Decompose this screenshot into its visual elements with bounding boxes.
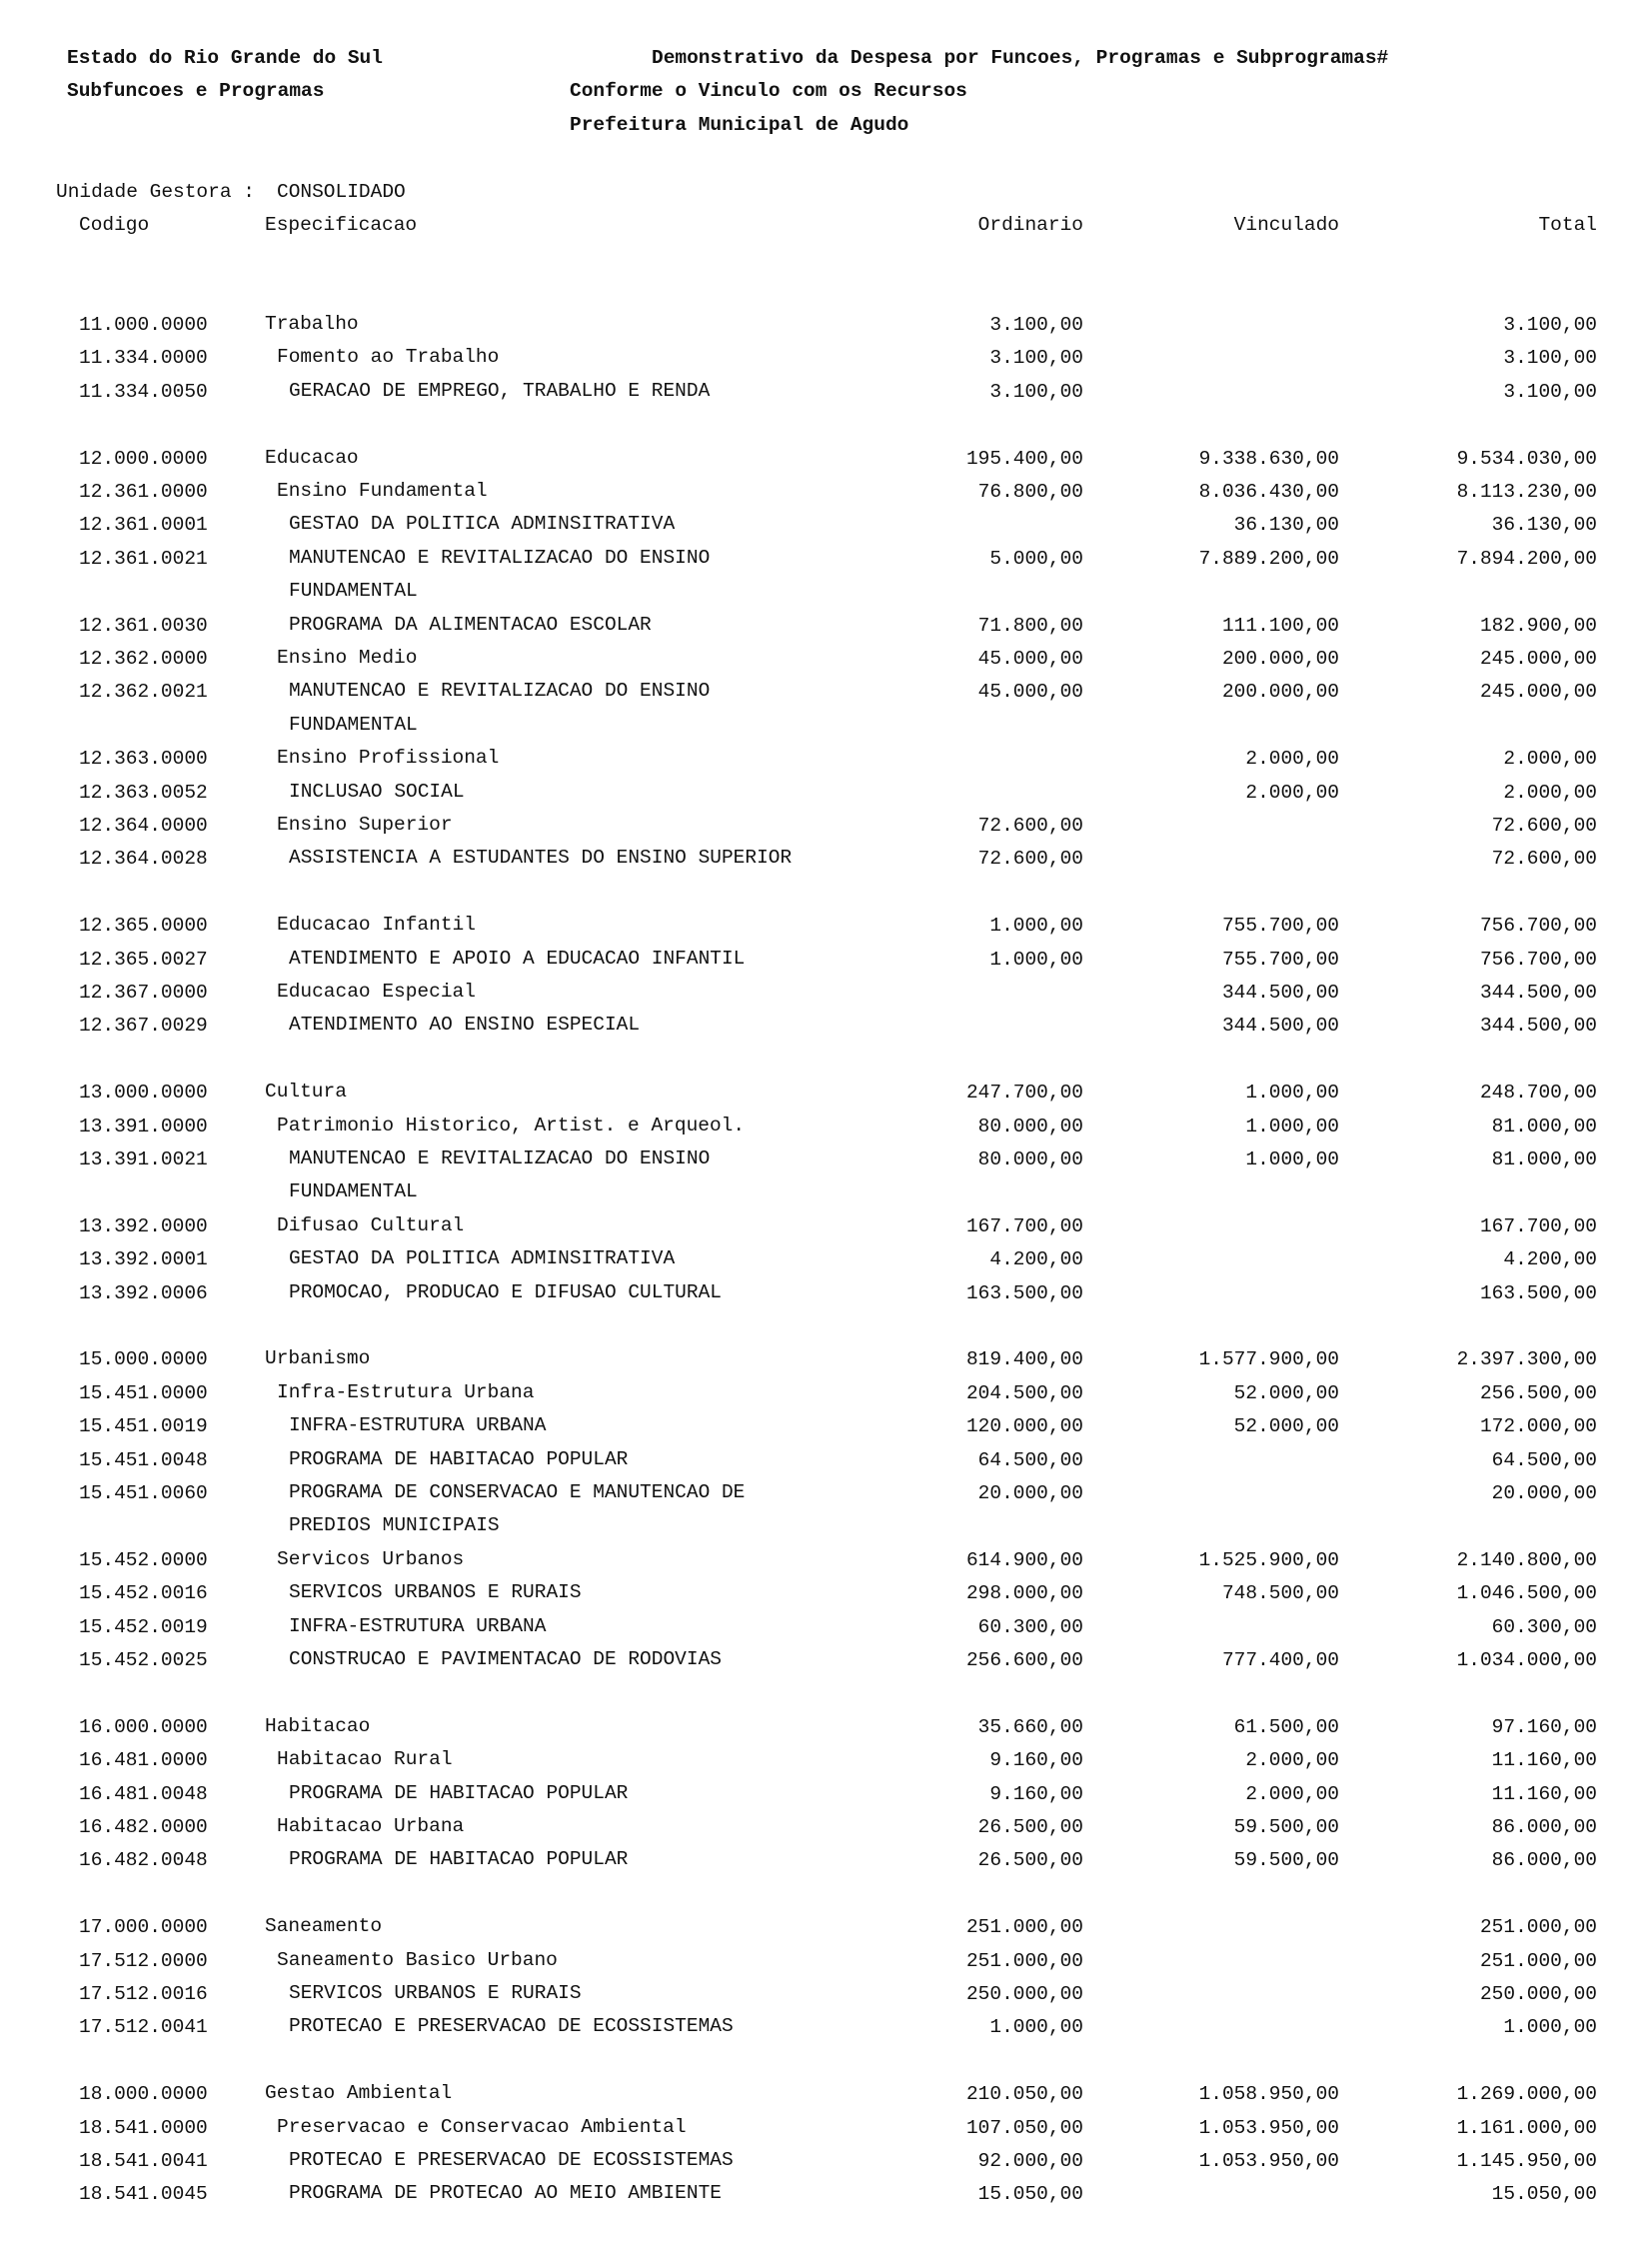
row-code: 12.361.0000 (79, 481, 208, 503)
table-row (0, 2182, 1652, 2215)
row-total: 344.500,00 (1479, 982, 1597, 1004)
row-description: Preservacao e Conservacao Ambiental (277, 2115, 687, 2138)
row-code: 12.364.0028 (79, 848, 208, 871)
row-description: Patrimonio Historico, Artist. e Arqueol. (277, 1114, 746, 1136)
row-ordinario: 71.800,00 (977, 614, 1083, 637)
row-vinculado: 52.000,00 (1233, 1381, 1339, 1404)
row-total: 3.100,00 (1503, 380, 1597, 403)
row-vinculado: 2.000,00 (1245, 1782, 1339, 1805)
row-vinculado: 8.036.430,00 (1198, 481, 1339, 503)
row-total: 2.000,00 (1503, 781, 1597, 804)
row-description: Difusao Cultural (277, 1213, 465, 1236)
row-description: INFRA-ESTRUTURA URBANA (289, 1614, 547, 1637)
table-row (0, 1949, 1652, 1982)
row-description: ATENDIMENTO E APOIO A EDUCACAO INFANTIL (289, 947, 746, 970)
row-ordinario: 251.000,00 (965, 1916, 1083, 1939)
row-code: 18.541.0000 (79, 2116, 208, 2139)
row-description: INFRA-ESTRUTURA URBANA (289, 1414, 547, 1437)
table-row (0, 781, 1652, 814)
row-total: 344.500,00 (1479, 1015, 1597, 1038)
row-vinculado: 52.000,00 (1233, 1415, 1339, 1438)
row-vinculado: 36.130,00 (1233, 514, 1339, 537)
table-row (0, 1915, 1652, 1948)
row-code: 15.000.0000 (79, 1348, 208, 1371)
row-vinculado: 2.000,00 (1245, 781, 1339, 804)
row-ordinario: 80.000,00 (977, 1115, 1083, 1137)
report-title: Demonstrativo da Despesa por Funcoes, Programas e Subprogramas# (652, 47, 1389, 69)
row-description: Infra-Estrutura Urbana (277, 1380, 535, 1403)
row-description: Fomento ao Trabalho (277, 346, 500, 369)
row-vinculado: 1.525.900,00 (1198, 1548, 1339, 1571)
row-description: PROGRAMA DE HABITACAO POPULAR (289, 1447, 629, 1470)
row-description: PROGRAMA DE CONSERVACAO E MANUTENCAO DE PREDIOS MUNICIPAIS (289, 1481, 746, 1537)
table-row (0, 1481, 1652, 1537)
row-code: 12.000.0000 (79, 447, 208, 470)
row-description: Ensino Superior (277, 814, 453, 836)
row-ordinario: 204.500,00 (965, 1381, 1083, 1404)
row-code: 18.541.0045 (79, 2183, 208, 2206)
row-ordinario: 45.000,00 (977, 648, 1083, 670)
table-row (0, 647, 1652, 680)
row-ordinario: 3.100,00 (989, 380, 1083, 403)
row-code: 12.361.0030 (79, 614, 208, 637)
row-total: 60.300,00 (1491, 1615, 1597, 1638)
row-vinculado: 755.700,00 (1221, 915, 1339, 938)
row-ordinario: 92.000,00 (977, 2150, 1083, 2172)
row-vinculado: 344.500,00 (1221, 982, 1339, 1004)
row-ordinario: 26.500,00 (977, 1816, 1083, 1838)
row-ordinario: 256.600,00 (965, 1649, 1083, 1671)
table-row (0, 1247, 1652, 1280)
row-ordinario: 1.000,00 (989, 915, 1083, 938)
row-ordinario: 210.050,00 (965, 2083, 1083, 2106)
row-code: 16.000.0000 (79, 1715, 208, 1738)
row-description: Gestao Ambiental (265, 2082, 453, 2105)
table-row (0, 1147, 1652, 1203)
row-description: GESTAO DA POLITICA ADMINSITRATIVA (289, 1247, 676, 1270)
row-vinculado: 7.889.200,00 (1198, 547, 1339, 570)
row-total: 72.600,00 (1491, 848, 1597, 871)
row-code: 12.364.0000 (79, 815, 208, 837)
row-description: PROGRAMA DE HABITACAO POPULAR (289, 1848, 629, 1871)
row-code: 12.361.0001 (79, 514, 208, 537)
row-description: CONSTRUCAO E PAVIMENTACAO DE RODOVIAS (289, 1648, 722, 1670)
row-description: PROTECAO E PRESERVACAO DE ECOSSISTEMAS (289, 2149, 734, 2171)
row-code: 12.365.0000 (79, 915, 208, 938)
row-vinculado: 777.400,00 (1221, 1649, 1339, 1671)
row-total: 72.600,00 (1491, 815, 1597, 837)
row-code: 12.363.0000 (79, 748, 208, 771)
row-code: 12.365.0027 (79, 948, 208, 971)
table-row (0, 1448, 1652, 1481)
table-row (0, 1615, 1652, 1648)
row-code: 18.541.0041 (79, 2150, 208, 2172)
row-description: GERACAO DE EMPREGO, TRABALHO E RENDA (289, 379, 711, 402)
unit-value: CONSOLIDADO (277, 181, 406, 203)
table-row (0, 1815, 1652, 1848)
row-code: 15.451.0019 (79, 1415, 208, 1438)
row-total: 7.894.200,00 (1456, 547, 1597, 570)
row-description: MANUTENCAO E REVITALIZACAO DO ENSINO FUNDAMENTAL (289, 546, 711, 603)
row-description: Cultura (265, 1081, 347, 1104)
row-ordinario: 80.000,00 (977, 1148, 1083, 1170)
row-description: PROTECAO E PRESERVACAO DE ECOSSISTEMAS (289, 2015, 734, 2038)
row-description: Habitacao Rural (277, 1748, 453, 1771)
row-ordinario: 4.200,00 (989, 1248, 1083, 1271)
row-code: 16.482.0000 (79, 1816, 208, 1838)
row-total: 2.397.300,00 (1456, 1348, 1597, 1371)
row-description: PROGRAMA DA ALIMENTACAO ESCOLAR (289, 613, 652, 636)
row-total: 1.000,00 (1503, 2016, 1597, 2039)
row-total: 2.140.800,00 (1456, 1548, 1597, 1571)
row-total: 36.130,00 (1491, 514, 1597, 537)
column-header-code: Codigo (79, 214, 150, 236)
row-vinculado: 61.500,00 (1233, 1715, 1339, 1738)
table-row (0, 1748, 1652, 1781)
row-total: 3.100,00 (1503, 347, 1597, 370)
table-row (0, 1848, 1652, 1881)
table-row (0, 614, 1652, 647)
row-total: 15.050,00 (1491, 2183, 1597, 2206)
row-total: 167.700,00 (1479, 1214, 1597, 1237)
table-row (0, 546, 1652, 603)
row-description: Saneamento (265, 1915, 383, 1938)
row-description: Educacao Infantil (277, 914, 476, 937)
row-description: SERVICOS URBANOS E RURAIS (289, 1982, 582, 2004)
row-description: Saneamento Basico Urbano (277, 1948, 558, 1971)
row-code: 12.363.0052 (79, 781, 208, 804)
report-title-line3: Prefeitura Municipal de Agudo (570, 114, 909, 136)
row-ordinario: 72.600,00 (977, 848, 1083, 871)
row-total: 245.000,00 (1479, 648, 1597, 670)
row-total: 172.000,00 (1479, 1415, 1597, 1438)
row-description: Ensino Fundamental (277, 480, 488, 502)
row-code: 15.452.0019 (79, 1615, 208, 1638)
row-code: 16.482.0048 (79, 1849, 208, 1872)
row-vinculado: 1.000,00 (1245, 1115, 1339, 1137)
table-row (0, 2149, 1652, 2182)
state-name: Estado do Rio Grande do Sul (67, 47, 383, 69)
row-total: 251.000,00 (1479, 1916, 1597, 1939)
row-code: 15.452.0000 (79, 1548, 208, 1571)
table-row (0, 1715, 1652, 1748)
row-total: 20.000,00 (1491, 1482, 1597, 1504)
table-row (0, 1014, 1652, 1047)
table-row (0, 1381, 1652, 1414)
row-description: Habitacao Urbana (277, 1815, 465, 1837)
row-total: 248.700,00 (1479, 1082, 1597, 1105)
row-total: 182.900,00 (1479, 614, 1597, 637)
row-total: 756.700,00 (1479, 915, 1597, 938)
row-code: 13.392.0006 (79, 1281, 208, 1304)
row-description: Ensino Medio (277, 647, 418, 669)
row-ordinario: 250.000,00 (965, 1983, 1083, 2005)
table-row (0, 948, 1652, 981)
table-row (0, 2116, 1652, 2149)
row-total: 86.000,00 (1491, 1816, 1597, 1838)
row-code: 15.452.0025 (79, 1649, 208, 1671)
row-description: INCLUSAO SOCIAL (289, 780, 465, 803)
row-ordinario: 614.900,00 (965, 1548, 1083, 1571)
row-total: 11.160,00 (1491, 1749, 1597, 1772)
table-row (0, 1548, 1652, 1581)
row-description: PROGRAMA DE PROTECAO AO MEIO AMBIENTE (289, 2182, 722, 2205)
row-ordinario: 60.300,00 (977, 1615, 1083, 1638)
table-row (0, 1281, 1652, 1314)
row-ordinario: 26.500,00 (977, 1849, 1083, 1872)
row-code: 15.451.0048 (79, 1448, 208, 1471)
table-row (0, 1581, 1652, 1614)
report-title-line2: Conforme o Vinculo com os Recursos (570, 80, 967, 102)
table-row (0, 981, 1652, 1014)
row-vinculado: 755.700,00 (1221, 948, 1339, 971)
row-ordinario: 3.100,00 (989, 347, 1083, 370)
row-total: 250.000,00 (1479, 1983, 1597, 2005)
row-vinculado: 1.000,00 (1245, 1148, 1339, 1170)
row-ordinario: 251.000,00 (965, 1949, 1083, 1972)
table-row (0, 2082, 1652, 2115)
row-code: 17.512.0016 (79, 1983, 208, 2005)
column-header-ordinario: Ordinario (977, 214, 1083, 236)
row-description: Urbanismo (265, 1347, 371, 1370)
row-code: 12.367.0029 (79, 1015, 208, 1038)
row-total: 245.000,00 (1479, 681, 1597, 704)
row-total: 256.500,00 (1479, 1381, 1597, 1404)
row-ordinario: 195.400,00 (965, 447, 1083, 470)
row-ordinario: 1.000,00 (989, 948, 1083, 971)
row-total: 9.534.030,00 (1456, 447, 1597, 470)
table-row (0, 1782, 1652, 1815)
unit-label: Unidade Gestora : (56, 181, 255, 203)
row-vinculado: 2.000,00 (1245, 1749, 1339, 1772)
row-ordinario: 167.700,00 (965, 1214, 1083, 1237)
row-ordinario: 247.700,00 (965, 1082, 1083, 1105)
row-total: 2.000,00 (1503, 748, 1597, 771)
table-row (0, 380, 1652, 413)
row-code: 16.481.0048 (79, 1782, 208, 1805)
row-vinculado: 111.100,00 (1221, 614, 1339, 637)
report-subtitle-left: Subfuncoes e Programas (67, 80, 325, 102)
row-description: SERVICOS URBANOS E RURAIS (289, 1581, 582, 1604)
table-row (0, 1115, 1652, 1147)
row-description: Educacao Especial (277, 981, 476, 1003)
table-row (0, 1982, 1652, 2015)
row-total: 81.000,00 (1491, 1148, 1597, 1170)
table-row (0, 1648, 1652, 1681)
row-ordinario: 5.000,00 (989, 547, 1083, 570)
row-ordinario: 3.100,00 (989, 314, 1083, 336)
row-total: 1.145.950,00 (1456, 2150, 1597, 2172)
row-code: 12.362.0000 (79, 648, 208, 670)
row-code: 18.000.0000 (79, 2083, 208, 2106)
row-ordinario: 163.500,00 (965, 1281, 1083, 1304)
row-ordinario: 45.000,00 (977, 681, 1083, 704)
row-total: 3.100,00 (1503, 314, 1597, 336)
row-ordinario: 298.000,00 (965, 1582, 1083, 1605)
column-header-total: Total (1538, 214, 1597, 236)
row-vinculado: 1.577.900,00 (1198, 1348, 1339, 1371)
row-code: 15.451.0060 (79, 1482, 208, 1504)
table-row (0, 1214, 1652, 1247)
row-description: MANUTENCAO E REVITALIZACAO DO ENSINO FUNDAMENTAL (289, 680, 711, 736)
row-vinculado: 1.053.950,00 (1198, 2150, 1339, 2172)
row-total: 64.500,00 (1491, 1448, 1597, 1471)
table-row (0, 680, 1652, 736)
table-row (0, 447, 1652, 480)
row-total: 4.200,00 (1503, 1248, 1597, 1271)
row-code: 11.334.0050 (79, 380, 208, 403)
row-vinculado: 1.053.950,00 (1198, 2116, 1339, 2139)
row-vinculado: 59.500,00 (1233, 1849, 1339, 1872)
row-vinculado: 200.000,00 (1221, 681, 1339, 704)
table-row (0, 847, 1652, 880)
table-row (0, 814, 1652, 847)
row-description: MANUTENCAO E REVITALIZACAO DO ENSINO FUNDAMENTAL (289, 1147, 711, 1203)
row-vinculado: 1.000,00 (1245, 1082, 1339, 1105)
row-total: 8.113.230,00 (1456, 481, 1597, 503)
row-description: ASSISTENCIA A ESTUDANTES DO ENSINO SUPERIOR (289, 847, 793, 870)
row-vinculado: 200.000,00 (1221, 648, 1339, 670)
row-ordinario: 64.500,00 (977, 1448, 1083, 1471)
row-code: 17.512.0000 (79, 1949, 208, 1972)
row-total: 1.269.000,00 (1456, 2083, 1597, 2106)
row-code: 16.481.0000 (79, 1749, 208, 1772)
row-total: 81.000,00 (1491, 1115, 1597, 1137)
row-total: 251.000,00 (1479, 1949, 1597, 1972)
row-code: 17.512.0041 (79, 2016, 208, 2039)
row-description: GESTAO DA POLITICA ADMINSITRATIVA (289, 513, 676, 536)
row-code: 13.392.0000 (79, 1214, 208, 1237)
table-row (0, 1081, 1652, 1114)
table-row (0, 747, 1652, 780)
table-row (0, 346, 1652, 379)
row-code: 13.391.0021 (79, 1148, 208, 1170)
column-header-vinculado: Vinculado (1233, 214, 1339, 236)
row-code: 12.361.0021 (79, 547, 208, 570)
row-total: 97.160,00 (1491, 1715, 1597, 1738)
row-vinculado: 9.338.630,00 (1198, 447, 1339, 470)
row-ordinario: 20.000,00 (977, 1482, 1083, 1504)
table-row (0, 313, 1652, 346)
row-description: Habitacao (265, 1714, 371, 1737)
table-row (0, 513, 1652, 546)
row-total: 11.160,00 (1491, 1782, 1597, 1805)
row-ordinario: 1.000,00 (989, 2016, 1083, 2039)
row-code: 15.451.0000 (79, 1381, 208, 1404)
table-row (0, 1347, 1652, 1380)
row-code: 17.000.0000 (79, 1916, 208, 1939)
table-row (0, 1414, 1652, 1447)
row-code: 13.392.0001 (79, 1248, 208, 1271)
row-total: 1.034.000,00 (1456, 1649, 1597, 1671)
row-ordinario: 107.050,00 (965, 2116, 1083, 2139)
row-description: PROMOCAO, PRODUCAO E DIFUSAO CULTURAL (289, 1280, 722, 1303)
row-total: 163.500,00 (1479, 1281, 1597, 1304)
row-vinculado: 59.500,00 (1233, 1816, 1339, 1838)
table-row (0, 914, 1652, 947)
row-ordinario: 819.400,00 (965, 1348, 1083, 1371)
row-total: 756.700,00 (1479, 948, 1597, 971)
row-code: 11.334.0000 (79, 347, 208, 370)
row-total: 86.000,00 (1491, 1849, 1597, 1872)
row-ordinario: 9.160,00 (989, 1749, 1083, 1772)
row-description: ATENDIMENTO AO ENSINO ESPECIAL (289, 1014, 641, 1037)
row-ordinario: 72.600,00 (977, 815, 1083, 837)
row-code: 12.367.0000 (79, 982, 208, 1004)
column-header-spec: Especificacao (265, 214, 418, 236)
row-ordinario: 9.160,00 (989, 1782, 1083, 1805)
table-row (0, 2015, 1652, 2048)
row-code: 11.000.0000 (79, 314, 208, 336)
row-ordinario: 120.000,00 (965, 1415, 1083, 1438)
row-vinculado: 344.500,00 (1221, 1015, 1339, 1038)
row-total: 1.161.000,00 (1456, 2116, 1597, 2139)
row-description: Trabalho (265, 313, 359, 335)
row-description: PROGRAMA DE HABITACAO POPULAR (289, 1781, 629, 1804)
row-vinculado: 748.500,00 (1221, 1582, 1339, 1605)
row-description: Ensino Profissional (277, 747, 500, 770)
row-vinculado: 1.058.950,00 (1198, 2083, 1339, 2106)
row-code: 13.000.0000 (79, 1082, 208, 1105)
row-code: 13.391.0000 (79, 1115, 208, 1137)
row-code: 15.452.0016 (79, 1582, 208, 1605)
row-total: 1.046.500,00 (1456, 1582, 1597, 1605)
row-ordinario: 15.050,00 (977, 2183, 1083, 2206)
row-description: Servicos Urbanos (277, 1547, 465, 1570)
row-vinculado: 2.000,00 (1245, 748, 1339, 771)
table-row (0, 480, 1652, 513)
row-ordinario: 76.800,00 (977, 481, 1083, 503)
row-ordinario: 35.660,00 (977, 1715, 1083, 1738)
row-description: Educacao (265, 446, 359, 469)
row-code: 12.362.0021 (79, 681, 208, 704)
